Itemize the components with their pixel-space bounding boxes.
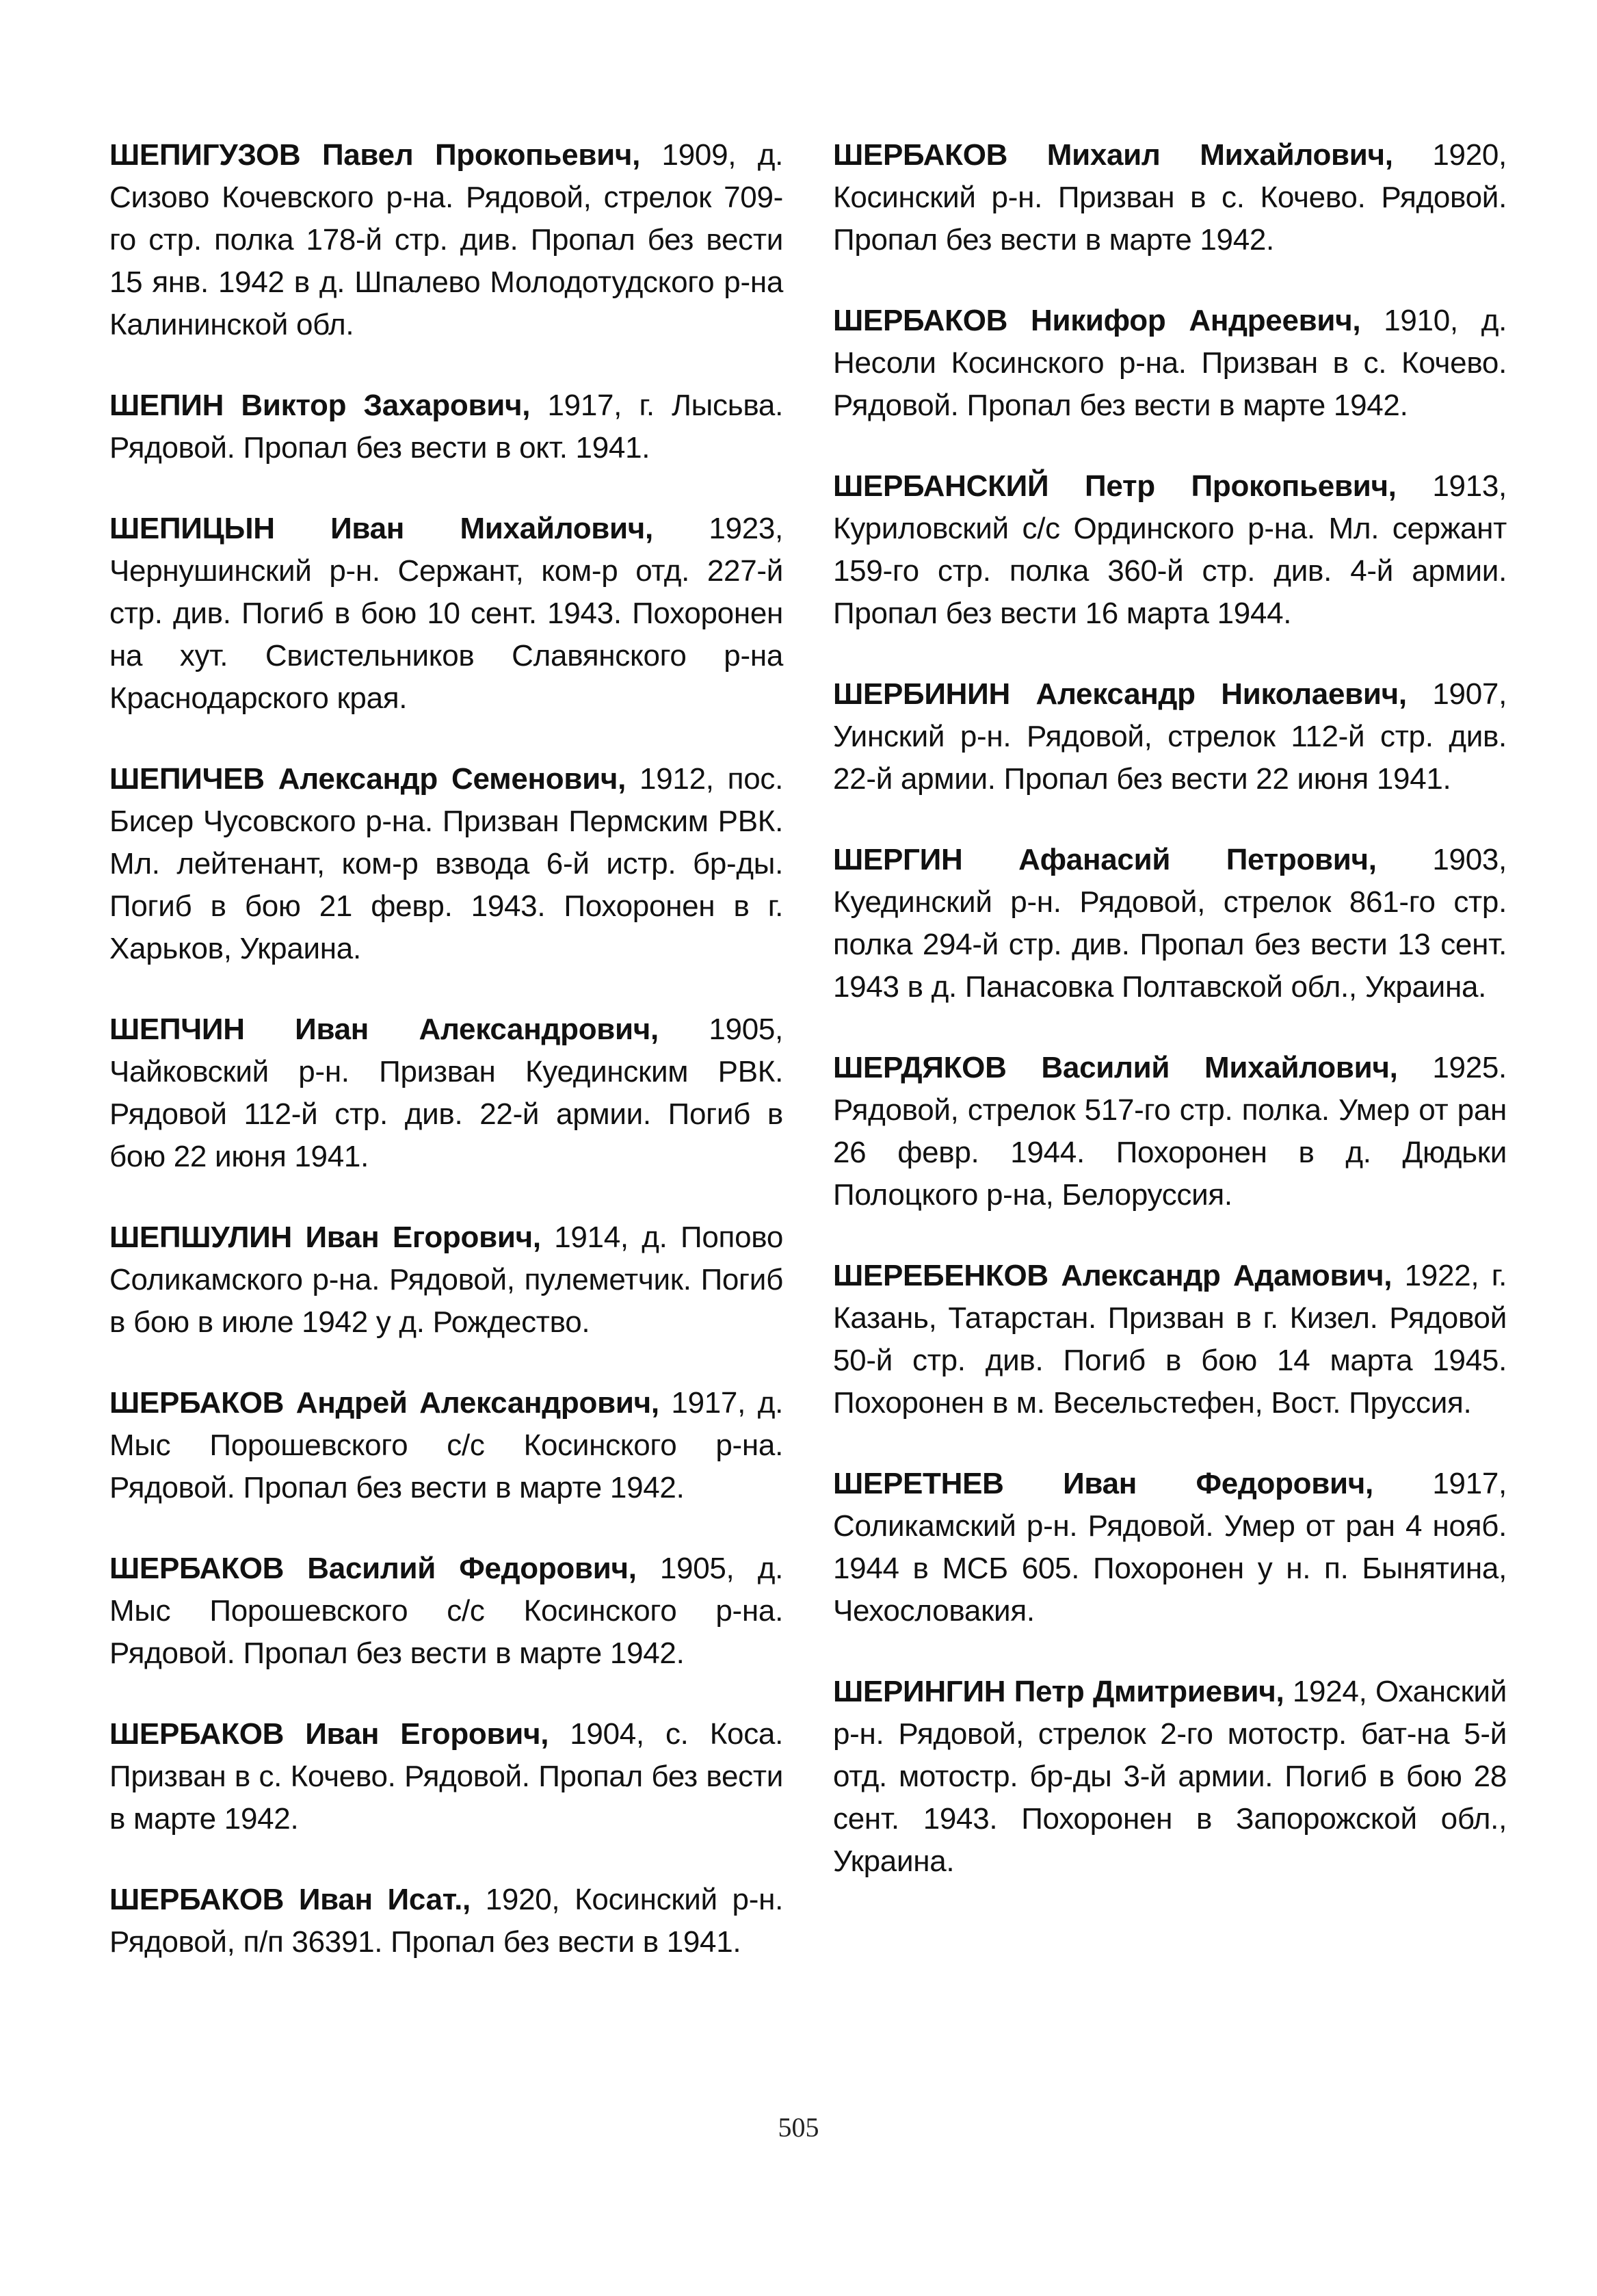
entry [833, 1255, 1507, 1424]
entry-text: 1905, д. Мыс Порошевского с/с Косинского р-на. Рядовой. Пропал без вести в марте 1942. [109, 1552, 783, 1670]
entry-name: ШЕРДЯКОВ Василий Михайлович, [833, 1051, 1398, 1084]
left-column [109, 134, 783, 2002]
entry-name: ШЕРБАКОВ Иван Исат., [109, 1883, 471, 1916]
entry-name: ШЕПЧИН Иван Александрович, [109, 1013, 659, 1046]
entry-text: 1910, д. Несоли Косинского р-на. Призван в с. Кочево. Рядовой. Пропал без вести в марте 1942. [833, 304, 1507, 422]
entry-name: ШЕПШУЛИН Иван Егорович, [109, 1221, 541, 1254]
entry [109, 1382, 783, 1509]
entry [833, 1047, 1507, 1216]
entry [109, 508, 783, 720]
entry-text: 1922, г. Казань, Татарстан. Призван в г. Кизел. Рядовой 50-й стр. див. Погиб в бою 14 марта 1945. Похоронен в м. Весельстефен, Вост. Пруссия. [833, 1259, 1507, 1420]
entry-text: 1907, Уинский р-н. Рядовой, стрелок 112-й стр. див. 22-й армии. Пропал без вести 22 июня 1941. [833, 677, 1507, 796]
entry [833, 1671, 1507, 1883]
right-column [833, 134, 1507, 1921]
entry-text: 1923, Чернушинский р-н. Сержант, ком-р отд. 227-й стр. див. Погиб в бою 10 сент. 1943. Похоронен на хут. Свистельников Славянского р-на Краснодарского края. [109, 512, 783, 715]
entry [109, 1216, 783, 1344]
entry [833, 839, 1507, 1008]
entry-name: ШЕРБИНИН Александр Николаевич, [833, 677, 1407, 711]
entry [109, 1713, 783, 1840]
page-number: 505 [778, 2112, 819, 2143]
entry-name: ШЕРБАКОВ Василий Федорович, [109, 1552, 637, 1585]
entry-text: 1917, г. Лысьва. Рядовой. Пропал без вести в окт. 1941. [109, 389, 783, 465]
entry [109, 758, 783, 970]
entry-text: 1904, с. Коса. Призван в с. Кочево. Рядовой. Пропал без вести в марте 1942. [109, 1717, 783, 1836]
entry-text: 1920, Косинский р-н. Призван в с. Кочево. Рядовой. Пропал без вести в марте 1942. [833, 138, 1507, 257]
entry-text: 1920, Косинский р-н. Рядовой, п/п 36391. Пропал без вести в 1941. [109, 1883, 783, 1959]
entry [833, 465, 1507, 635]
entry-text: 1917, д. Мыс Порошевского с/с Косинского р-на. Рядовой. Пропал без вести в марте 1942. [109, 1386, 783, 1504]
entry-name: ШЕРБАНСКИЙ Петр Прокопьевич, [833, 469, 1397, 503]
entry-text: 1905, Чайковский р-н. Призван Куединским РВК. Рядовой 112-й стр. див. 22-й армии. Погиб в бою 22 июня 1941. [109, 1013, 783, 1173]
entry-name: ШЕРГИН Афанасий Петрович, [833, 843, 1377, 876]
entry-name: ШЕПИЧЕВ Александр Семенович, [109, 762, 626, 796]
entry-name: ШЕРИНГИН Петр Дмитриевич, [833, 1675, 1284, 1708]
entry-text: 1913, Куриловский с/с Ординского р-на. Мл. сержант 159-го стр. полка 360-й стр. див. 4-й армии. Пропал без вести 16 марта 1944. [833, 469, 1507, 630]
entry [109, 1879, 783, 1964]
entry-name: ШЕПИЦЫН Иван Михайлович, [109, 512, 653, 545]
entry-name: ШЕРБАКОВ Никифор Андреевич, [833, 304, 1361, 337]
entry-text: 1912, пос. Бисер Чусовского р-на. Призван Пермским РВК. Мл. лейтенант, ком-р взвода 6-й истр. бр-ды. Погиб в бою 21 февр. 1943. Похоронен в г. Харьков, Украина. [109, 762, 784, 965]
entry [833, 673, 1507, 800]
entry-name: ШЕРЕБЕНКОВ Александр Адамович, [833, 1259, 1393, 1292]
entry [109, 1008, 783, 1178]
entry-text: 1914, д. Попово Соликамского р-на. Рядовой, пулеметчик. Погиб в бою в июле 1942 у д. Рождество. [109, 1221, 784, 1339]
entry-name: ШЕРЕТНЕВ Иван Федорович, [833, 1467, 1373, 1500]
entry [833, 300, 1507, 427]
entry-text: 1903, Куединский р-н. Рядовой, стрелок 861-го стр. полка 294-й стр. див. Пропал без вести 13 сент. 1943 в д. Панасовка Полтавской обл., Украина. [833, 843, 1507, 1004]
entry-text: 1924, Оханский р-н. Рядовой, стрелок 2-го мотостр. бат-на 5-й отд. мотостр. бр-ды 3-й армии. Погиб в бою 28 сент. 1943. Похоронен в Запорожской обл., Украина. [833, 1675, 1507, 1878]
entry [109, 1548, 783, 1675]
entry [833, 134, 1507, 261]
entry [109, 384, 783, 469]
entry [109, 134, 783, 346]
entry-text: 1925. Рядовой, стрелок 517-го стр. полка. Умер от ран 26 февр. 1944. Похоронен в д. Дюдьки Полоцкого р-на, Белоруссия. [833, 1051, 1507, 1212]
entry [833, 1463, 1507, 1632]
entry-name: ШЕРБАКОВ Андрей Александрович, [109, 1386, 659, 1420]
entry-name: ШЕРБАКОВ Иван Егорович, [109, 1717, 549, 1751]
entry-text: 1917, Соликамский р-н. Рядовой. Умер от ран 4 нояб. 1944 в МСБ 605. Похоронен у н. п. Бынятина, Чехословакия. [833, 1467, 1507, 1628]
entry-name: ШЕПИГУЗОВ Павел Прокопьевич, [109, 138, 641, 172]
entry-name: ШЕРБАКОВ Михаил Михайлович, [833, 138, 1393, 172]
entry-name: ШЕПИН Виктор Захарович, [109, 389, 531, 422]
entry-text: 1909, д. Сизово Кочевского р-на. Рядовой, стрелок 709-го стр. полка 178-й стр. див. Пропал без вести 15 янв. 1942 в д. Шпалево Молодотудского р-на Калининской обл. [109, 138, 783, 341]
